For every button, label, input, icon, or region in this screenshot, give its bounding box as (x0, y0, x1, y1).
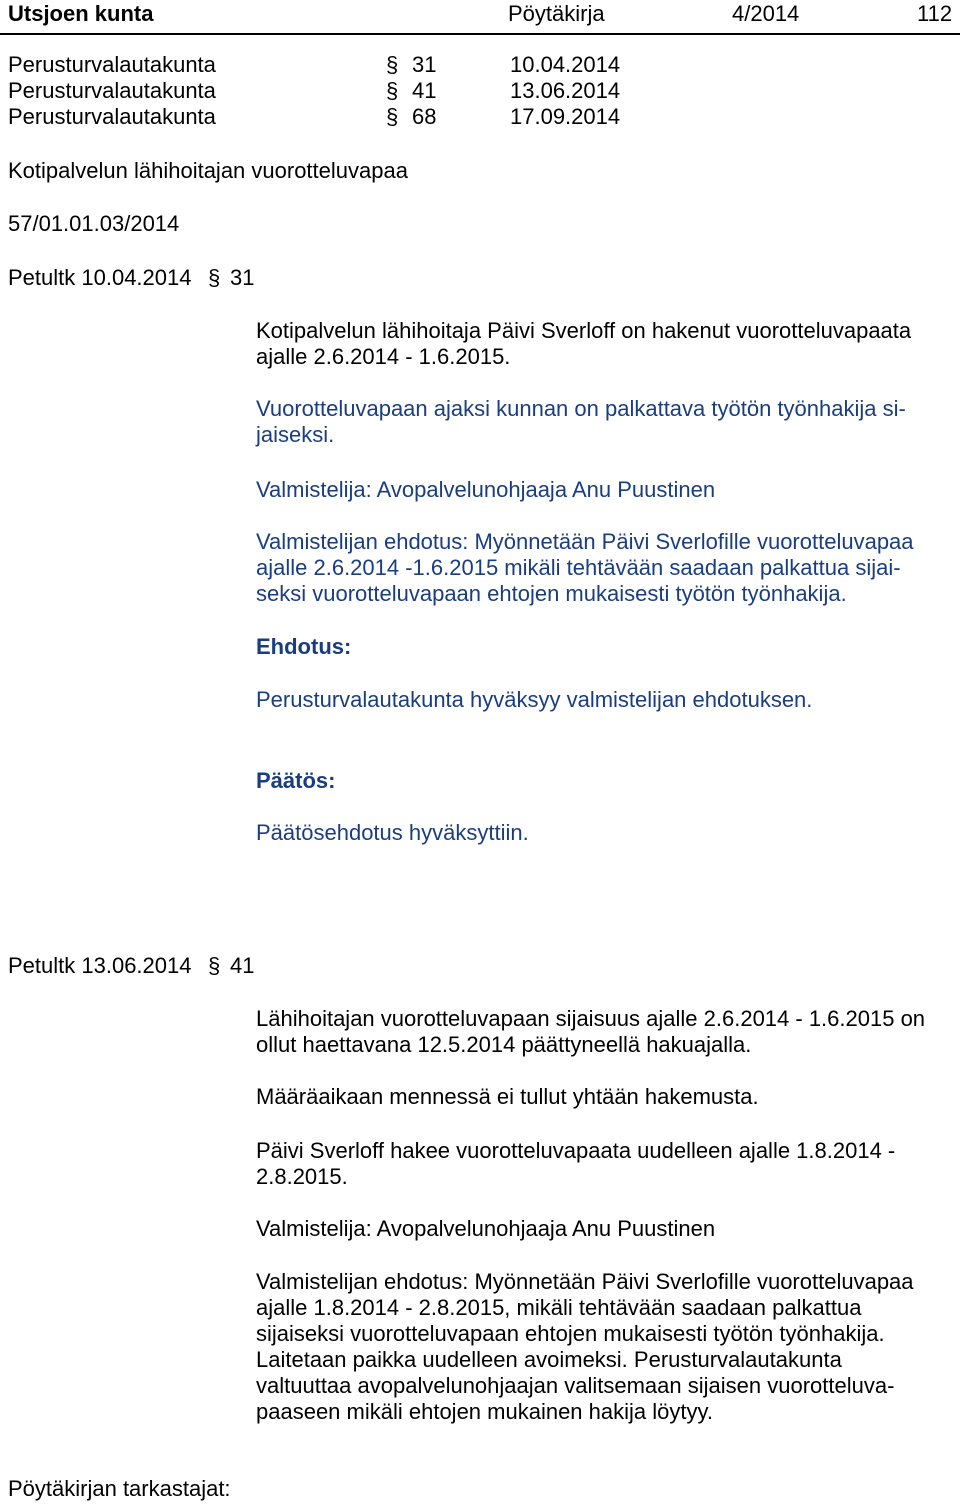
history-row (8, 104, 648, 130)
section-mark: § (386, 52, 399, 77)
text-line: Vuorotteluvapaan ajaksi kunnan on palkattava työtön työnhakija si- (256, 396, 906, 421)
preparer-proposal (256, 1269, 946, 1425)
proposal-heading: Ehdotus: (256, 634, 352, 659)
preparer-proposal (256, 529, 946, 607)
section-mark: § (386, 78, 399, 103)
history-paragraph: 68 (412, 104, 437, 129)
history-row (8, 52, 648, 78)
history-paragraph: 41 (412, 78, 437, 103)
section-mark: § (386, 104, 399, 129)
issue-number: 4/2014 (732, 1, 800, 26)
preparer: Valmistelija: Avopalvelunohjaaja Anu Puustinen (256, 477, 716, 502)
reapplication-text (256, 1138, 946, 1190)
municipality-name: Utsjoen kunta (8, 1, 154, 26)
section-mark: § (208, 265, 221, 290)
text-line: paaseen mikäli ehtojen mukainen hakija löytyy. (256, 1399, 713, 1424)
vacancy-text (256, 1006, 946, 1058)
header-divider (0, 33, 960, 35)
text-line: Valmistelijan ehdotus: Myönnetään Päivi Sverlofille vuorotteluvapaa (256, 529, 914, 554)
decision-text: Päätösehdotus hyväksyttiin. (256, 820, 529, 845)
text-line: sijaiseksi vuorotteluvapaan ehtojen mukaisesti työtön työnhakija. (256, 1321, 885, 1346)
text-line: ajalle 2.6.2014 -1.6.2015 mikäli tehtävään saadaan palkattua sijai- (256, 555, 901, 580)
history-body: Perusturvalautakunta (8, 104, 216, 129)
history-date: 17.09.2014 (510, 104, 621, 129)
text-line: seksi vuorotteluvapaan ehtojen mukaisesti työtön työnhakija. (256, 581, 847, 606)
text-line: Laitetaan paikka uudelleen avoimeksi. Perusturvalautakunta (256, 1347, 842, 1372)
text-line: ollut haettavana 12.5.2014 päättyneellä hakuajalla. (256, 1032, 752, 1057)
page-number: 112 (917, 1, 953, 26)
substitute-requirement (256, 396, 946, 448)
text-line: Päivi Sverloff hakee vuorotteluvapaata uudelleen ajalle 1.8.2014 - (256, 1138, 896, 1163)
section-mark: § (208, 953, 221, 978)
text-line: valtuuttaa avopalvelunohjaajan valitsemaan sijaisen vuorotteluva- (256, 1373, 895, 1398)
case-title: Kotipalvelun lähihoitajan vuorotteluvapaa (8, 158, 408, 183)
application-text (256, 318, 946, 370)
history-body: Perusturvalautakunta (8, 52, 216, 77)
history-date: 10.04.2014 (510, 52, 621, 77)
no-applications-text: Määräaikaan mennessä ei tullut yhtään hakemusta. (256, 1084, 759, 1109)
document-type: Pöytäkirja (508, 1, 605, 26)
meeting-paragraph: 31 (230, 265, 255, 290)
history-paragraph: 31 (412, 52, 437, 77)
decision-heading: Päätös: (256, 768, 336, 793)
meeting-reference: Petultk 10.04.2014 (8, 265, 192, 290)
text-line: jaiseksi. (256, 422, 335, 447)
text-line: 2.8.2015. (256, 1164, 348, 1189)
text-line: Kotipalvelun lähihoitaja Päivi Sverloff on hakenut vuorotteluvapaata (256, 318, 912, 343)
text-line: ajalle 2.6.2014 - 1.6.2015. (256, 344, 511, 369)
reviewers-label: Pöytäkirjan tarkastajat: (8, 1476, 231, 1501)
meeting-paragraph: 41 (230, 953, 255, 978)
meeting-reference: Petultk 13.06.2014 (8, 953, 192, 978)
history-row (8, 78, 648, 104)
text-line: Valmistelijan ehdotus: Myönnetään Päivi Sverlofille vuorotteluvapaa (256, 1269, 914, 1294)
text-line: ajalle 1.8.2014 - 2.8.2015, mikäli tehtävään saadaan palkattua (256, 1295, 862, 1320)
preparer: Valmistelija: Avopalvelunohjaaja Anu Puustinen (256, 1216, 716, 1241)
diary-number: 57/01.01.03/2014 (8, 211, 180, 236)
proposal-text: Perusturvalautakunta hyväksyy valmistelijan ehdotuksen. (256, 687, 813, 712)
history-body: Perusturvalautakunta (8, 78, 216, 103)
text-line: Lähihoitajan vuorotteluvapaan sijaisuus ajalle 2.6.2014 - 1.6.2015 on (256, 1006, 926, 1031)
history-date: 13.06.2014 (510, 78, 621, 103)
